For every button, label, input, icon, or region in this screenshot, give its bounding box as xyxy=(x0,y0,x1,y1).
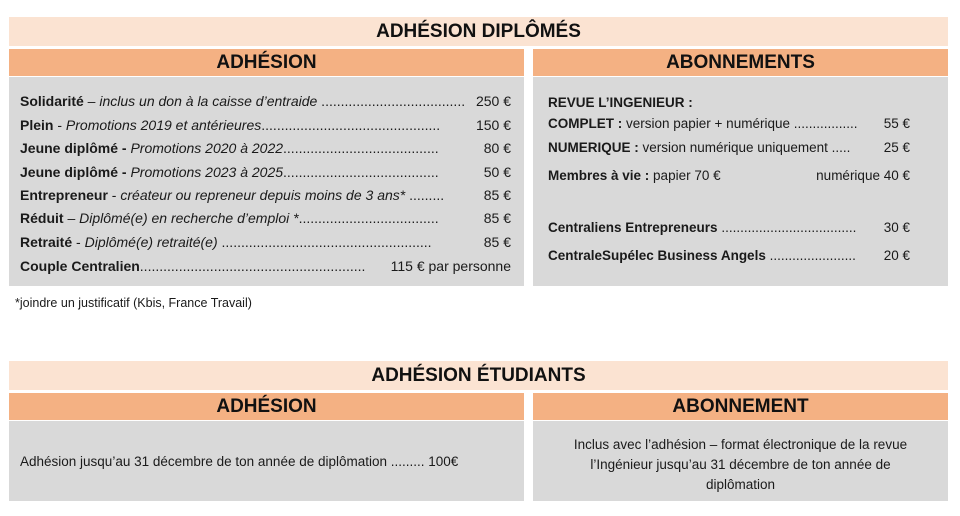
tariff-price: 85 € xyxy=(483,210,511,226)
abonnements-panel xyxy=(533,77,948,286)
tariff-row: Couple Centralien.......................................................... 115 € par personne xyxy=(20,258,511,274)
tariff-row: Jeune diplômé - Promotions 2020 à 2022........................................ 80 € xyxy=(20,140,511,156)
section-title-etudiants: ADHÉSION ÉTUDIANTS xyxy=(9,361,948,390)
tariff-price: 85 € xyxy=(483,234,511,250)
tariff-price: 115 € par personne xyxy=(390,258,511,274)
tariff-row: Solidarité – inclus un don à la caisse d’entraide ..................................... 250 € xyxy=(20,93,511,109)
footnote: *joindre un justificatif (Kbis, France Travail) xyxy=(15,296,252,310)
etudiants-adhesion-text: Adhésion jusqu’au 31 décembre de ton année de diplômation ......... 100€ xyxy=(20,454,459,469)
etudiants-abonnement-text: Inclus avec l’adhésion – format électronique de la revue l’Ingénieur jusqu’au 31 décembre de ton année de diplômation xyxy=(573,437,908,492)
tariff-price: 80 € xyxy=(483,140,511,156)
etudiants-abonnement-panel xyxy=(533,421,948,501)
tariff-price: 50 € xyxy=(483,164,511,180)
sub-membres-a-vie: Membres à vie : papier 70 € numérique 40 € xyxy=(548,168,910,183)
header-adhesion-diplomes: ADHÉSION xyxy=(9,49,524,76)
tariff-row: Entrepreneur - créateur ou repreneur depuis moins de 3 ans* ......... 85 € xyxy=(20,187,511,203)
sub-numerique: NUMERIQUE : version numérique uniquement ..... 25 € xyxy=(548,140,910,155)
adhesion-tariffs-panel xyxy=(9,77,524,286)
section-title-diplomes: ADHÉSION DIPLÔMÉS xyxy=(9,17,948,46)
tariff-price: 250 € xyxy=(475,93,511,109)
revue-title: REVUE L’INGENIEUR : xyxy=(548,95,693,110)
header-abonnement: ABONNEMENT xyxy=(533,393,948,420)
tariff-price: 150 € xyxy=(475,117,511,133)
tariff-row: Réduit – Diplômé(e) en recherche d’emploi *.................................... 85 € xyxy=(20,210,511,226)
sub-centraliens-entrepreneurs: Centraliens Entrepreneurs .................................... 30 € xyxy=(548,220,910,235)
etudiants-adhesion-panel xyxy=(9,421,524,501)
tariff-row: Jeune diplômé - Promotions 2023 à 2025........................................ 50 € xyxy=(20,164,511,180)
tariff-row: Retraité - Diplômé(e) retraité(e) ...................................................... 85 € xyxy=(20,234,511,250)
sub-complet: COMPLET : version papier + numérique ................. 55 € xyxy=(548,116,910,131)
header-abonnements: ABONNEMENTS xyxy=(533,49,948,76)
tariff-row: Plein - Promotions 2019 et antérieures.............................................. 150 € xyxy=(20,117,511,133)
sub-business-angels: CentraleSupélec Business Angels ....................... 20 € xyxy=(548,248,910,263)
tariff-price: 85 € xyxy=(483,187,511,203)
header-adhesion-etudiants: ADHÉSION xyxy=(9,393,524,420)
